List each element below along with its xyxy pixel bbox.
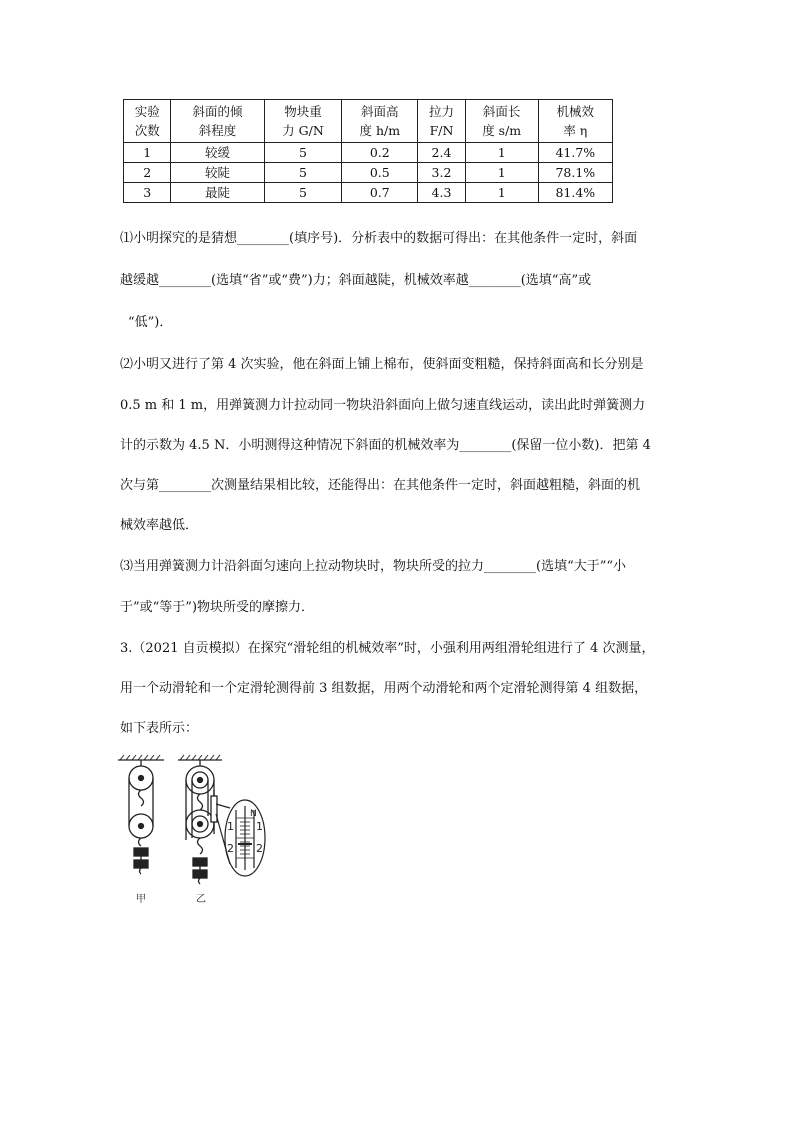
question-2-line-3: 计的示数为 4.5 N．小明测得这种情况下斜面的机械效率为________(保留一位小数)．把第 4 bbox=[120, 438, 651, 453]
spring-scale-magnifier bbox=[216, 800, 265, 876]
pulley-system-jia bbox=[118, 755, 164, 874]
table-cell: 5 bbox=[264, 143, 342, 163]
figure-label-yi: 乙 bbox=[196, 894, 206, 905]
table-cell: 3 bbox=[124, 183, 171, 203]
table-cell: 41.7% bbox=[538, 143, 612, 163]
scale-mark-1-right: 1 bbox=[256, 820, 263, 833]
table-cell: 0.2 bbox=[342, 143, 418, 163]
table-cell: 1 bbox=[465, 163, 538, 183]
table-cell: 5 bbox=[264, 163, 342, 183]
pulley-figure bbox=[112, 752, 282, 912]
table-cell: 1 bbox=[465, 183, 538, 203]
scale-mark-2-right: 2 bbox=[256, 842, 263, 855]
header-efficiency: 机械效 率 η bbox=[538, 100, 612, 143]
question-1-line-2: 越缓越________(选填“省”或“费”)力；斜面越陡，机械效率越________(选填“高”或 bbox=[120, 273, 592, 288]
question-2-line-1: ⑵小明又进行了第 4 次实验，他在斜面上铺上棉布，使斜面变粗糙，保持斜面高和长分别是 bbox=[120, 357, 644, 372]
header-incline: 斜面的倾 斜程度 bbox=[171, 100, 264, 143]
table-row bbox=[124, 163, 613, 183]
table-cell: 5 bbox=[264, 183, 342, 203]
header-weight: 物块重 力 G/N bbox=[264, 100, 342, 143]
question-1-line-1: ⑴小明探究的是猜想________(填序号)．分析表中的数据可得出：在其他条件一定时，斜面 bbox=[120, 231, 638, 246]
table-cell: 较陡 bbox=[171, 163, 264, 183]
problem-3-line-2: 用一个动滑轮和一个定滑轮测得前 3 组数据，用两个动滑轮和两个定滑轮测得第 4 组数据， bbox=[120, 681, 648, 696]
question-3-line-1: ⑶当用弹簧测力计沿斜面匀速向上拉动物块时，物块所受的拉力________(选填“大于”“小 bbox=[120, 559, 627, 574]
question-3-line-2: 于”或“等于”)物块所受的摩擦力． bbox=[120, 600, 315, 615]
table-cell: 2.4 bbox=[418, 143, 465, 163]
incline-data-table bbox=[123, 99, 613, 203]
table-cell: 1 bbox=[465, 143, 538, 163]
table-cell: 2 bbox=[124, 163, 171, 183]
table-cell: 78.1% bbox=[538, 163, 612, 183]
table-row bbox=[124, 143, 613, 163]
header-height: 斜面高 度 h/m bbox=[342, 100, 418, 143]
header-trial: 实验 次数 bbox=[124, 100, 171, 143]
pulley-system-yi bbox=[178, 755, 222, 884]
table-header-row bbox=[124, 100, 613, 143]
problem-3-line-1: 3.（2021 自贡模拟）在探究“滑轮组的机械效率”时，小强利用两组滑轮组进行了 4 次测量， bbox=[120, 641, 655, 656]
scale-unit-label: N bbox=[250, 809, 257, 819]
table-cell: 4.3 bbox=[418, 183, 465, 203]
table-cell: 0.7 bbox=[342, 183, 418, 203]
table-cell: 较缓 bbox=[171, 143, 264, 163]
table-row bbox=[124, 183, 613, 203]
scale-mark-1-left: 1 bbox=[227, 820, 234, 833]
table-cell: 81.4% bbox=[538, 183, 612, 203]
question-2-line-4: 次与第________次测量结果相比较，还能得出：在其他条件一定时，斜面越粗糙，斜面的机 bbox=[120, 478, 641, 493]
problem-3-line-3: 如下表所示： bbox=[120, 721, 199, 736]
question-2-line-2: 0.5 m 和 1 m，用弹簧测力计拉动同一物块沿斜面向上做匀速直线运动，读出此时弹簧测力 bbox=[120, 398, 646, 413]
scale-mark-2-left: 2 bbox=[227, 842, 234, 855]
question-2-line-5: 械效率越低． bbox=[120, 518, 199, 533]
table-cell: 最陡 bbox=[171, 183, 264, 203]
table-cell: 3.2 bbox=[418, 163, 465, 183]
question-1-line-3: “低”)． bbox=[128, 315, 173, 330]
table-cell: 0.5 bbox=[342, 163, 418, 183]
figure-label-jia: 甲 bbox=[136, 894, 146, 905]
table-cell: 1 bbox=[124, 143, 171, 163]
header-length: 斜面长 度 s/m bbox=[465, 100, 538, 143]
header-force: 拉力 F/N bbox=[418, 100, 465, 143]
